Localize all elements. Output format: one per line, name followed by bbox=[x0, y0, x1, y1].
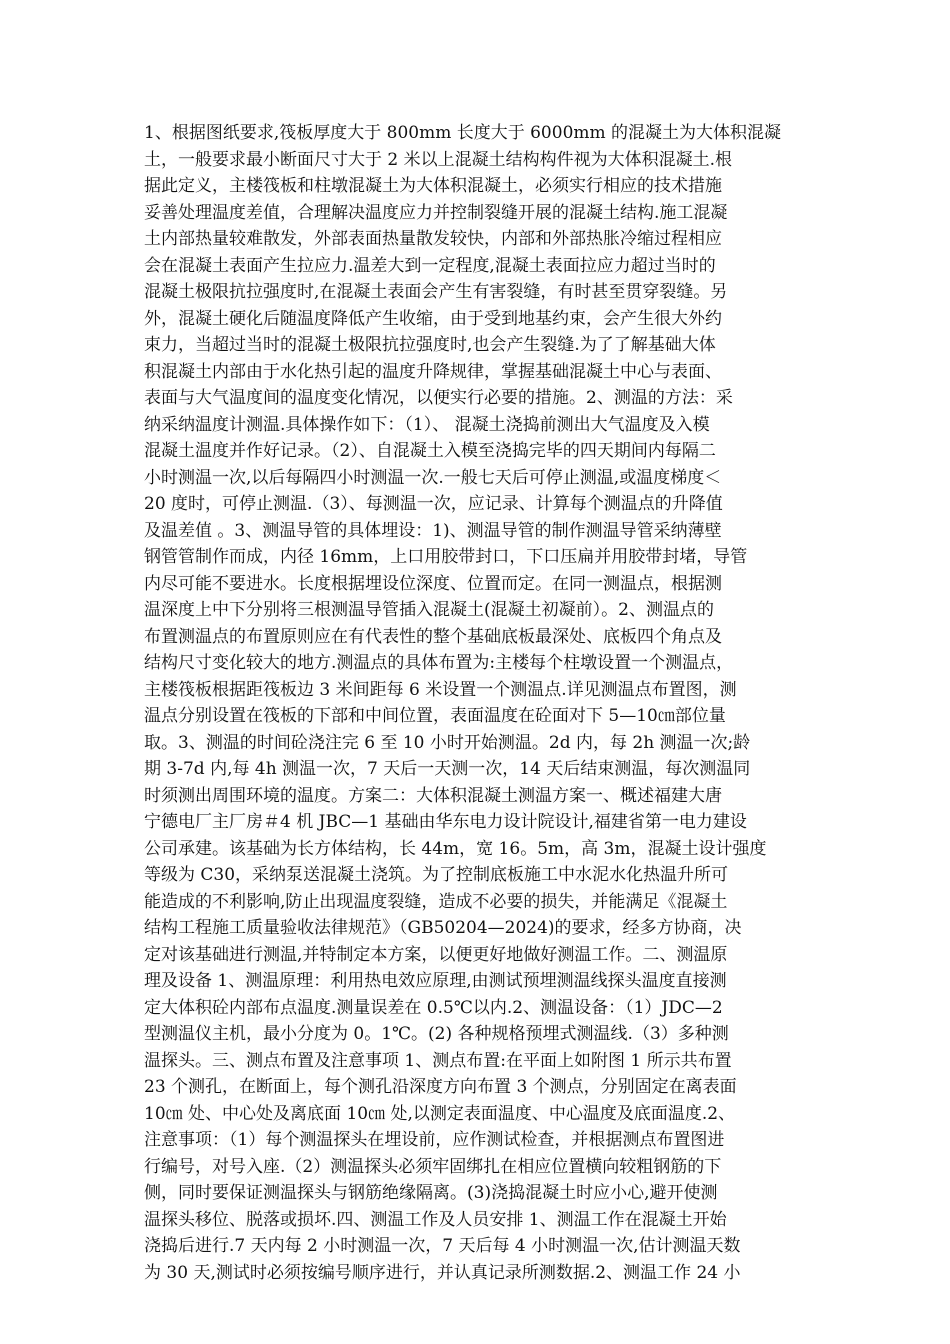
text-line: 浇捣后进行.7 天内每 2 小时测温一次，7 天后每 4 小时测温一次,估计测温天数 bbox=[144, 1236, 741, 1256]
text-line: 10㎝ 处、中心处及离底面 10㎝ 处,以测定表面温度、中心温度及底面温度.2、 bbox=[144, 1103, 736, 1124]
text-line: 温探头移位、脱落或损坏.四、测温工作及人员安排 1、测温工作在混凝土开始 bbox=[144, 1209, 727, 1230]
text-line: 等级为 C30，采纳泵送混凝土浇筑。为了控制底板施工中水泥水化热温升所可 bbox=[144, 865, 729, 885]
text-line: 温探头。三、测点布置及注意事项 1、测点布置:在平面上如附图 1 所示共布置 bbox=[144, 1050, 732, 1071]
text-line: 定大体积砼内部布点温度.测量误差在 0.5℃以内.2、测温设备：（1）JDC—2 bbox=[144, 997, 723, 1018]
text-line: 侧，同时要保证测温探头与钢筋绝缘隔离。(3)浇捣混凝土时应小心,避开使测 bbox=[144, 1183, 718, 1203]
text-line: 内尽可能不要进水。长度根据埋设位深度、位置而定。在同一测温点，根据测 bbox=[144, 573, 722, 594]
text-line: 钢管管制作而成，内径 16mm，上口用胶带封口，下口压扁并用胶带封堵，导管 bbox=[144, 547, 748, 567]
body-text bbox=[144, 120, 809, 1286]
text-line: 土内部热量较难散发，外部表面热量散发较快，内部和外部热胀冷缩过程相应 bbox=[144, 229, 722, 249]
text-line: 混凝土温度并作好记录。（2）、自混凝土入模至浇捣完毕的四天期间内每隔二 bbox=[144, 441, 716, 461]
text-line: 23 个测孔，在断面上，每个测孔沿深度方向布置 3 个测点，分别固定在离表面 bbox=[144, 1077, 737, 1097]
text-line: 宁德电厂主厂房＃4 机 JBC—1 基础由华东电力设计院设计,福建省第一电力建设 bbox=[144, 812, 747, 832]
text-line: 小时测温一次,以后每隔四小时测温一次.一般七天后可停止测温,或温度梯度＜ bbox=[144, 467, 722, 488]
text-line: 外，混凝土硬化后随温度降低产生收缩，由于受到地基约束，会产生很大外约 bbox=[144, 308, 722, 329]
text-line: 布置测温点的布置原则应在有代表性的整个基础底板最深处、底板四个角点及 bbox=[144, 626, 722, 647]
text-line: 能造成的不利影响,防止出现温度裂缝，造成不必要的损失，并能满足《混凝土 bbox=[144, 891, 728, 912]
text-line: 妥善处理温度差值，合理解决温度应力并控制裂缝开展的混凝土结构.施工混凝 bbox=[144, 202, 728, 223]
text-line: 温点分别设置在筏板的下部和中间位置，表面温度在砼面对下 5—10㎝部位量 bbox=[144, 706, 726, 726]
text-line: 及温差值 。3、测温导管的具体埋设：1)、测温导管的制作测温导管采纳薄壁 bbox=[144, 520, 722, 541]
text-line: 土，一般要求最小断面尺寸大于 2 米以上混凝土结构构件视为大体积混凝土.根 bbox=[144, 149, 733, 170]
text-line: 混凝土极限抗拉强度时,在混凝土表面会产生有害裂缝，有时甚至贯穿裂缝。另 bbox=[144, 282, 728, 302]
text-line: 积混凝土内部由于水化热引起的温度升降规律，掌握基础混凝土中心与表面、 bbox=[144, 361, 722, 382]
text-line: 定对该基础进行测温,并特制定本方案，以便更好地做好测温工作。二、测温原 bbox=[144, 944, 728, 965]
text-line: 结构工程施工质量验收法律规范》（GB50204—2024)的要求，经多方协商，决 bbox=[144, 918, 742, 938]
text-line: 注意事项：（1）每个测温探头在埋设前，应作测试检查，并根据测点布置图进 bbox=[144, 1130, 725, 1150]
text-line: 表面与大气温度间的温度变化情况，以便实行必要的措施。2、测温的方法：采 bbox=[144, 388, 733, 408]
text-line: 公司承建。该基础为长方体结构，长 44m，宽 16。5m，高 3m，混凝土设计强度 bbox=[144, 838, 767, 859]
text-line: 取。3、测温的时间砼浇注完 6 至 10 小时开始测温。2d 内，每 2h 测温一次;龄 bbox=[144, 732, 751, 753]
text-line: 行编号，对号入座.（2）测温探头必须牢固绑扎在相应位置横向较粗钢筋的下 bbox=[144, 1156, 722, 1177]
text-line: 期 3-7d 内,每 4h 测温一次，7 天后一天测一次，14 天后结束测温，每次测温同 bbox=[144, 759, 751, 779]
text-line: 为 30 天,测试时必须按编号顺序进行，并认真记录所测数据.2、测温工作 24 小 bbox=[144, 1262, 741, 1283]
text-line: 温深度上中下分别将三根测温导管插入混凝土(混凝土初凝前）。2、测温点的 bbox=[144, 600, 714, 620]
text-line: 理及设备 1、测温原理：利用热电效应原理,由测试预埋测温线探头温度直接测 bbox=[144, 971, 727, 991]
text-line: 1、根据图纸要求,筏板厚度大于 800mm 长度大于 6000mm 的混凝土为大体积混凝 bbox=[144, 123, 782, 143]
text-line: 纳采纳温度计测温.具体操作如下：（1）、 混凝土浇捣前测出大气温度及入模 bbox=[144, 414, 710, 435]
text-line: 时须测出周围环境的温度。方案二：大体积混凝土测温方案一、概述福建大唐 bbox=[144, 785, 722, 806]
text-line: 束力，当超过当时的混凝土极限抗拉强度时,也会产生裂缝.为了了解基础大体 bbox=[144, 335, 716, 355]
text-line: 主楼筏板根据距筏板边 3 米间距每 6 米设置一个测温点.详见测温点布置图，测 bbox=[144, 679, 737, 700]
text-line: 结构尺寸变化较大的地方.测温点的具体布置为:主楼每个柱墩设置一个测温点， bbox=[144, 653, 734, 673]
text-line: 型测温仪主机，最小分度为 0。1℃。(2) 各种规格预埋式测温线.（3）多种测 bbox=[144, 1024, 729, 1044]
text-line: 会在混凝土表面产生拉应力.温差大到一定程度,混凝土表面拉应力超过当时的 bbox=[144, 255, 716, 276]
text-line: 据此定义，主楼筏板和柱墩混凝土为大体积混凝土，必须实行相应的技术措施 bbox=[144, 176, 722, 196]
text-line: 20 度时，可停止测温.（3）、每测温一次，应记录、计算每个测温点的升降值 bbox=[144, 494, 723, 514]
